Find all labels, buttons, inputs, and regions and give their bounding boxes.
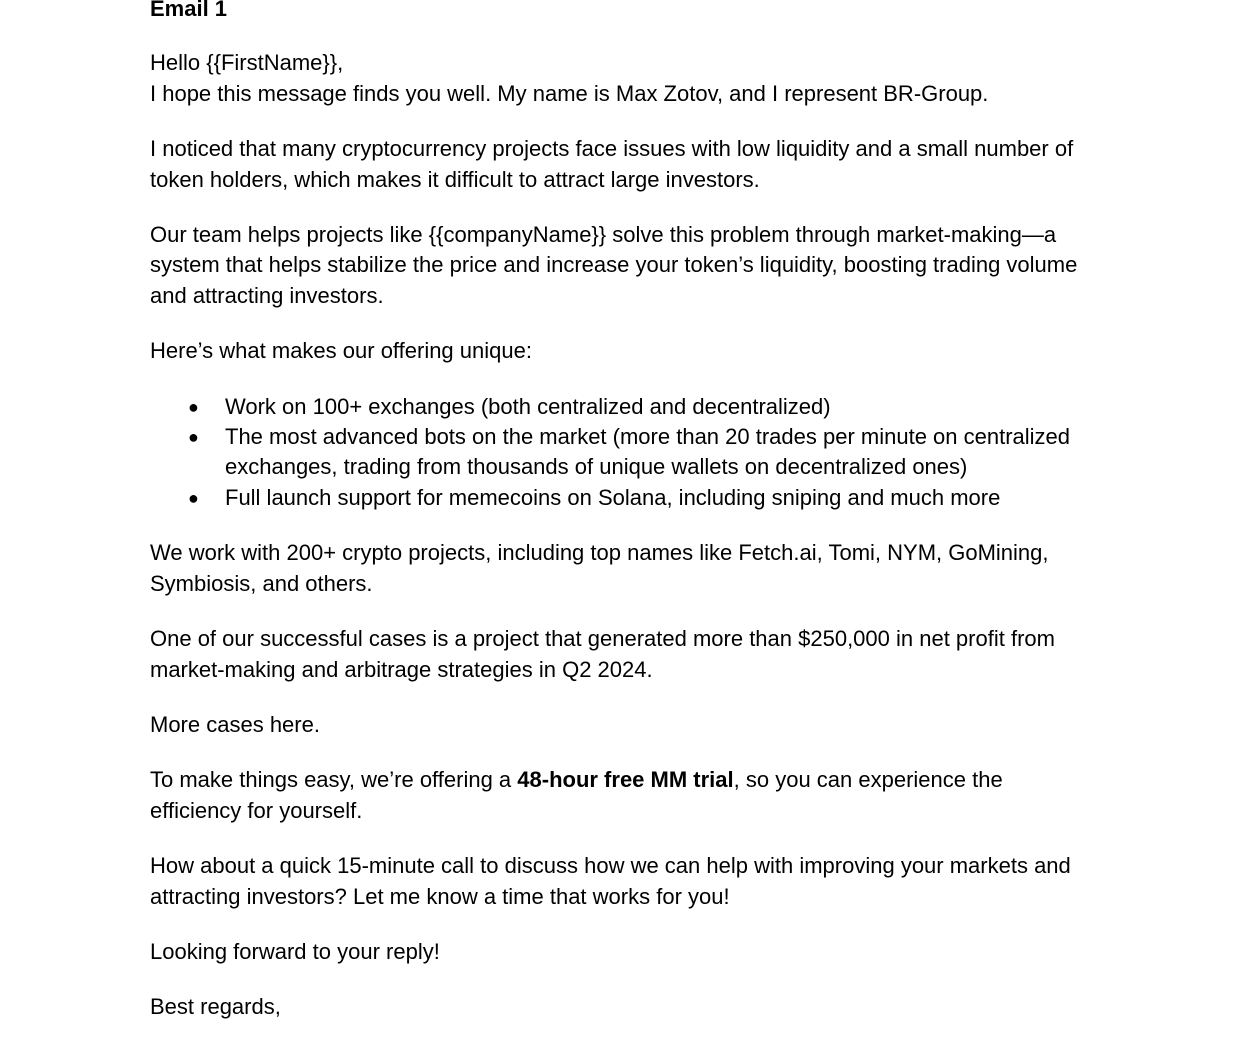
closing-paragraph: Looking forward to your reply! <box>150 938 440 964</box>
bullet-icon: ● <box>188 427 199 448</box>
list-item <box>150 483 1095 513</box>
list-item-text: The most advanced bots on the market (more than 20 trades per minute on centralized exchanges, trading from thousands of unique wallets on decentralized ones) <box>225 424 1071 480</box>
bullet-icon: ● <box>188 396 199 417</box>
bullet-icon: ● <box>188 487 199 508</box>
case-paragraph: One of our successful cases is a project that generated more than $250,000 in net profit from market-making and arbitrage strategies in Q2 2024. <box>150 626 1055 682</box>
greeting-line: Hello {{FirstName}}, <box>150 50 344 76</box>
list-item <box>150 422 1095 483</box>
list-item-text: Full launch support for memecoins on Solana, including sniping and much more <box>225 484 1001 510</box>
feature-list <box>150 392 1095 514</box>
list-item-text: Work on 100+ exchanges (both centralized and decentralized) <box>225 393 831 419</box>
offer-highlight: 48-hour free MM trial <box>517 767 734 793</box>
email-heading: Email 1 <box>150 0 228 21</box>
intro-paragraph: I hope this message finds you well. My name is Max Zotov, and I represent BR-Group. <box>150 80 989 106</box>
clients-paragraph: We work with 200+ crypto projects, including top names like Fetch.ai, Tomi, NYM, GoMining, Symbiosis, and others. <box>150 540 1049 596</box>
list-item <box>150 392 1095 422</box>
unique-intro-paragraph: Here’s what makes our offering unique: <box>150 338 532 364</box>
call-paragraph: How about a quick 15-minute call to discuss how we can help with improving your markets and attracting investors? Let me know a time that works for you! <box>150 853 1071 909</box>
more-cases-paragraph: More cases here. <box>150 711 320 737</box>
signoff-line: Best regards, <box>150 994 281 1020</box>
offer-text-after: , so you can experience the efficiency for yourself. <box>150 767 1003 823</box>
offer-paragraph <box>150 765 1095 826</box>
solution-paragraph: Our team helps projects like {{companyName}} solve this problem through market-making—a system that helps stabilize the price and increase your token’s liquidity, boosting trading volume and attracting investors. <box>150 222 1078 308</box>
problem-paragraph: I noticed that many cryptocurrency projects face issues with low liquidity and a small number of token holders, which makes it difficult to attract large investors. <box>150 136 1074 192</box>
email-document <box>150 0 1095 1023</box>
greeting-block <box>150 48 1095 109</box>
offer-text-before: To make things easy, we’re offering a <box>150 767 518 793</box>
